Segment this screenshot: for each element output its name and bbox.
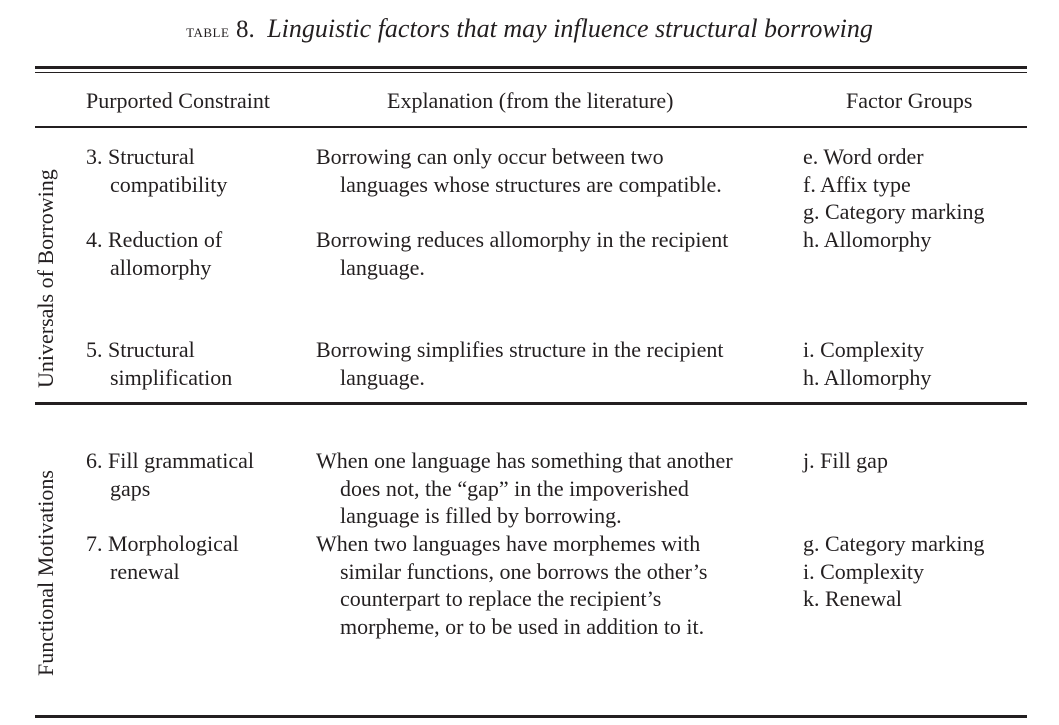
bottom-rule [35, 715, 1027, 718]
section-label-universals: Universals of Borrowing [33, 169, 58, 388]
row-7-constraint: 7. Morphological renewal [86, 531, 239, 584]
header-explanation: Explanation (from the literature) [387, 88, 674, 113]
row-5-factors: i. Complexity h. Allomorphy [803, 337, 932, 390]
table-label: table [186, 21, 230, 42]
section-label-functional: Functional Motivations [33, 470, 58, 676]
row-4-explanation: Borrowing reduces allomorphy in the recipient language. [316, 227, 729, 280]
table-caption [0, 12, 1059, 49]
row-3-constraint: 3. Structural compatibility [86, 144, 228, 197]
row-7-factors: g. Category marking i. Complexity k. Renewal [803, 531, 985, 611]
row-7-explanation: When two languages have morphemes with similar functions, one borrows the other’s counterpart to replace the recipient’s morpheme, or to be used in addition to it. [316, 531, 708, 639]
header-factors: Factor Groups [846, 88, 973, 113]
top-rule-thin [35, 72, 1027, 73]
top-rule-thick [35, 66, 1027, 69]
row-4-factors: h. Allomorphy [803, 227, 932, 252]
table-title: Linguistic factors that may influence structural borrowing [267, 14, 873, 43]
row-5-constraint: 5. Structural simplification [86, 337, 233, 390]
header-rule [35, 126, 1027, 128]
row-6-factors: j. Fill gap [803, 448, 888, 473]
header-constraint: Purported Constraint [86, 88, 270, 113]
row-5-explanation: Borrowing simplifies structure in the recipient language. [316, 337, 724, 390]
table-number: 8. [235, 16, 255, 43]
row-6-constraint: 6. Fill grammatical gaps [86, 448, 255, 501]
row-3-factors: e. Word order f. Affix type g. Category marking [803, 144, 985, 224]
section-divider-rule [35, 402, 1027, 405]
row-4-constraint: 4. Reduction of allomorphy [86, 227, 223, 280]
row-3-explanation: Borrowing can only occur between two languages whose structures are compatible. [316, 144, 722, 197]
row-6-explanation: When one language has something that another does not, the “gap” in the impoverished language is filled by borrowing. [316, 448, 733, 528]
